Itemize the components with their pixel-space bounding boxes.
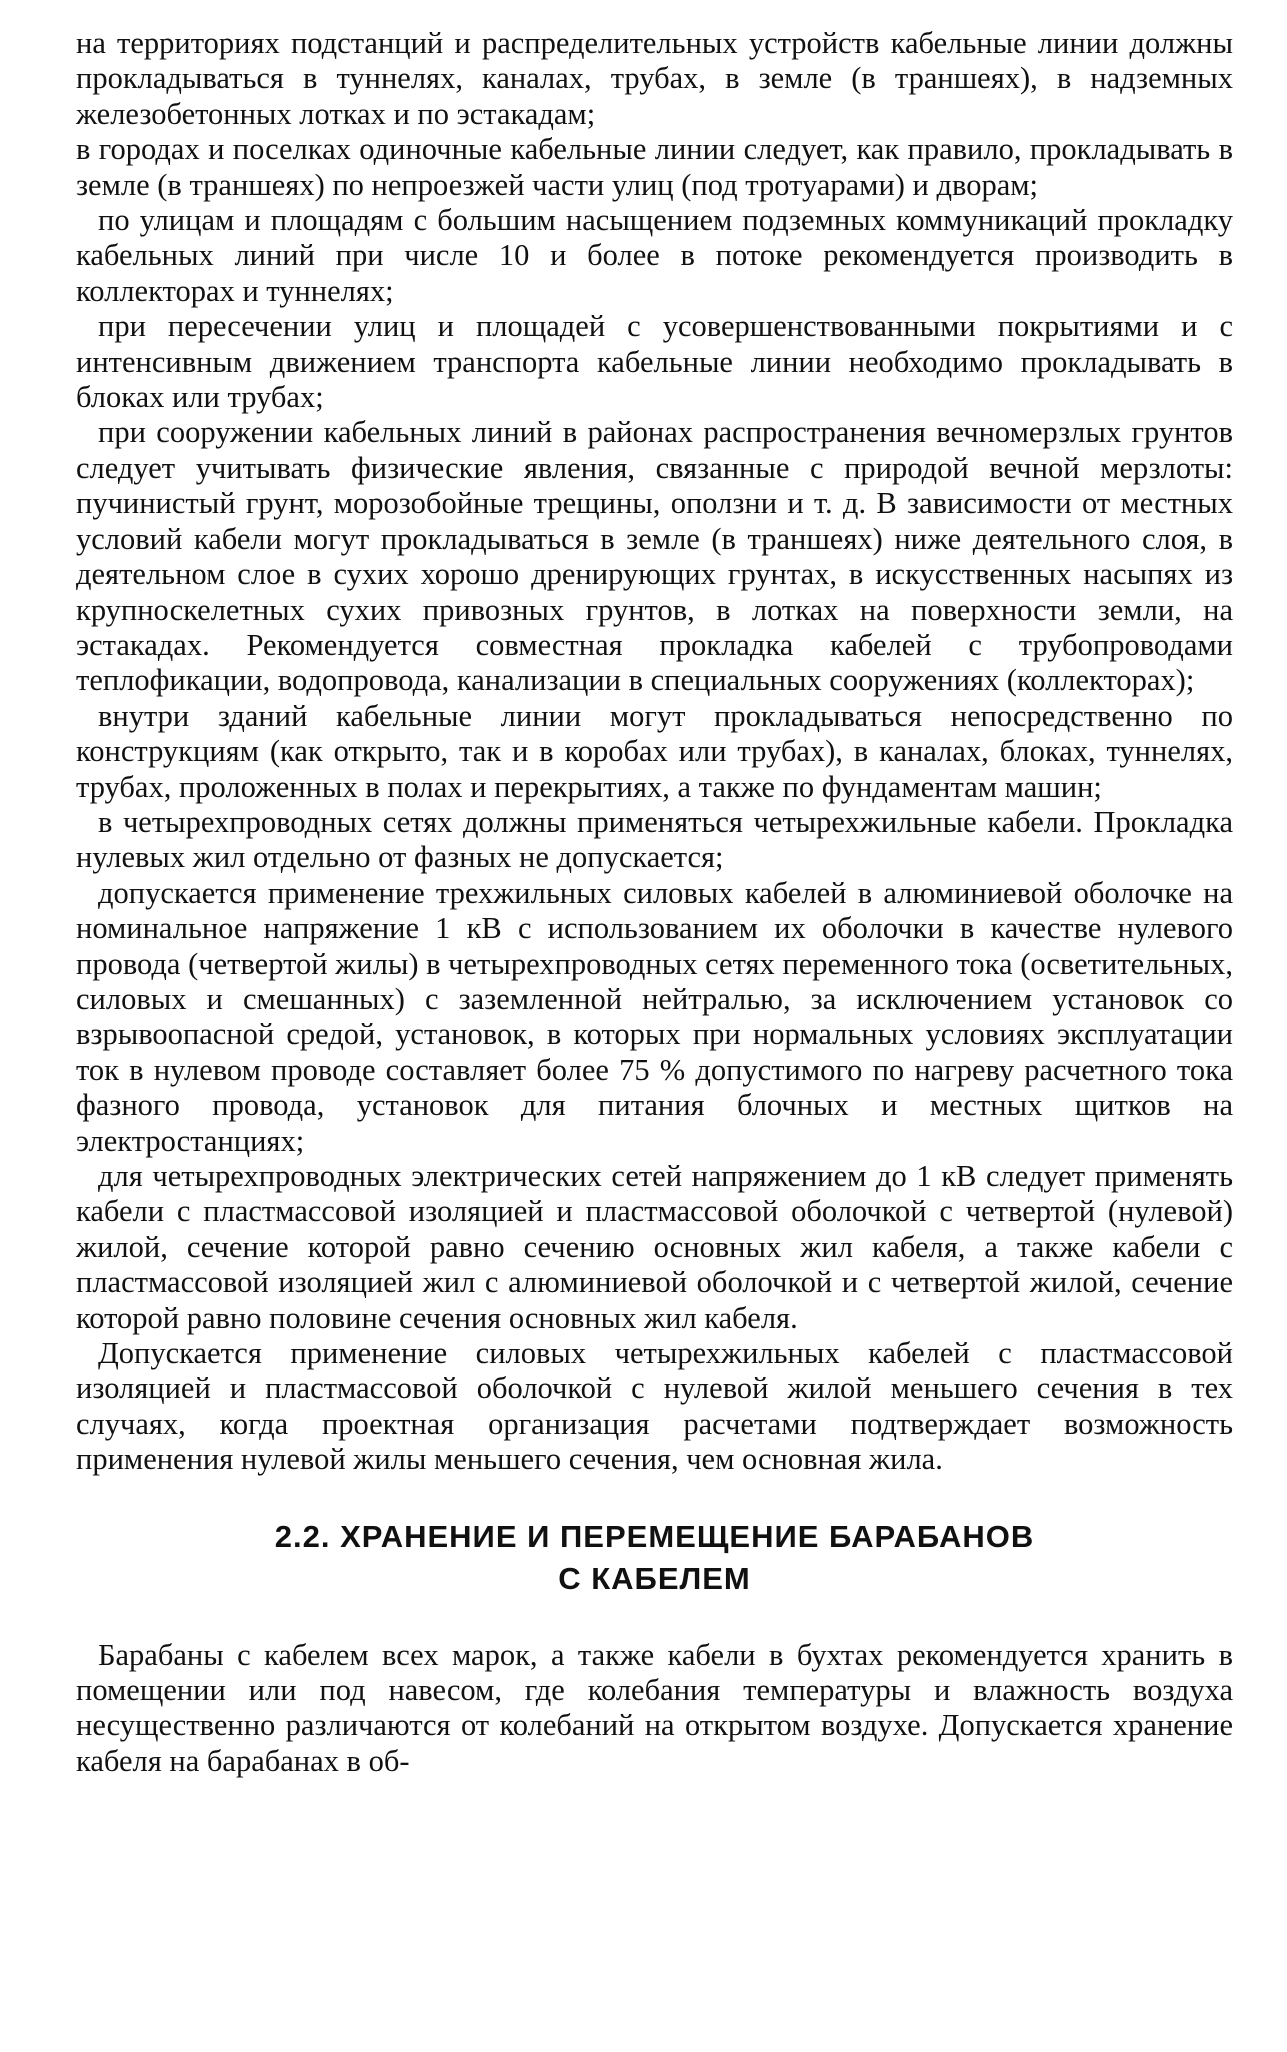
paragraph-drum-storage: Барабаны с кабелем всех марок, а также кабели в бухтах рекомендуется хранить в помещении или под навесом, где колебания температуры и влажность воздуха несущественно различаются от колебаний на открытом воздухе. Допускается хранение кабеля на барабанах в об- — [76, 1637, 1233, 1778]
section-heading-line-2: С КАБЕЛЕМ — [558, 1560, 751, 1596]
paragraph-permafrost: при сооружении кабельных линий в районах распространения вечномерзлых грунтов следует учитывать физические явления, связанные с природой вечной мерзлоты: пучинистый грунт, морозобойные трещины, оползни и т. д. В зависимости от местных условий кабели могут прокладываться в земле (в траншеях) ниже деятельного слоя, в деятельном слое в сухих хорошо дренирующих грунтах, в искусственных насыпях из крупноскелетных сухих привозных грунтов, в лотках на поверхности земли, на эстакадах. Рекомендуется совместная прокладка кабелей с трубопроводами теплофикации, водопровода, канализации в специальных сооружениях (коллекторах); — [76, 415, 1233, 698]
paragraph-inside-buildings: внутри зданий кабельные линии могут прокладываться непосредственно по конструкциям (как открыто, так и в коробах или трубах), в каналах, блоках, туннелях, трубах, проложенных в полах и перекрытиях, а также по фундаментам машин; — [76, 698, 1233, 804]
paragraph-streets: по улицам и площадям с большим насыщением подземных коммуникаций прокладку кабельных линий при числе 10 и более в потоке рекомендуется производить в коллекторах и туннелях; — [76, 203, 1233, 308]
paragraph-crossings: при пересечении улиц и площадей с усовершенствованными покрытиями и с интенсивным движением транспорта кабельные линии необходимо прокладывать в блоках или трубах; — [76, 309, 1233, 415]
paragraph-reduced-neutral: Допускается применение силовых четырехжильных кабелей с пластмассовой изоляцией и пластмассовой оболочкой с нулевой жилой меньшего сечения в тех случаях, когда проектная организация расчетами подтверждает возможность применения нулевой жилы меньшего сечения, чем основная жила. — [76, 1336, 1233, 1477]
paragraph-substations: на территориях подстанций и распределительных устройств кабельные линии должны прокладываться в туннелях, каналах, трубах, в земле (в траншеях), в надземных железобетонных лотках и по эстакадам; — [76, 26, 1233, 131]
paragraph-three-core: допускается применение трехжильных силовых кабелей в алюминиевой оболочке на номинальное напряжение 1 кВ с использованием их оболочки в качестве нулевого провода (четвертой жилы) в четырехпроводных сетях переменного тока (осветительных, силовых и смешанных) с заземленной нейтралью, за исключением установок со взрывоопасной средой, установок, в которых при нормальных условиях эксплуатации ток в нулевом проводе составляет более 75 % допустимого по нагреву расчетного тока фазного провода, установок для питания блочных и местных щитков на электростанциях; — [76, 875, 1233, 1158]
section-heading — [76, 1516, 1233, 1600]
paragraph-plastic-cables: для четырехпроводных электрических сетей напряжением до 1 кВ следует применять кабели с пластмассовой изоляцией и пластмассовой оболочкой с четвертой (нулевой) жилой, сечение которой равно сечению основных жил кабеля, а также кабели с пластмассовой изоляцией жил с алюминиевой оболочкой и с четвертой жилой, сечение которой равно половине сечения основных жил кабеля. — [76, 1159, 1233, 1335]
section-heading-line-1: 2.2. ХРАНЕНИЕ И ПЕРЕМЕЩЕНИЕ БАРАБАНОВ — [274, 1518, 1035, 1554]
paragraph-four-wire: в четырехпроводных сетях должны применяться четырехжильные кабели. Прокладка нулевых жил отдельно от фазных не допускается; — [76, 804, 1233, 875]
paragraph-cities: в городах и поселках одиночные кабельные линии следует, как правило, прокладывать в земле (в траншеях) по непроезжей части улиц (под тротуарами) и дворам; — [76, 132, 1233, 202]
